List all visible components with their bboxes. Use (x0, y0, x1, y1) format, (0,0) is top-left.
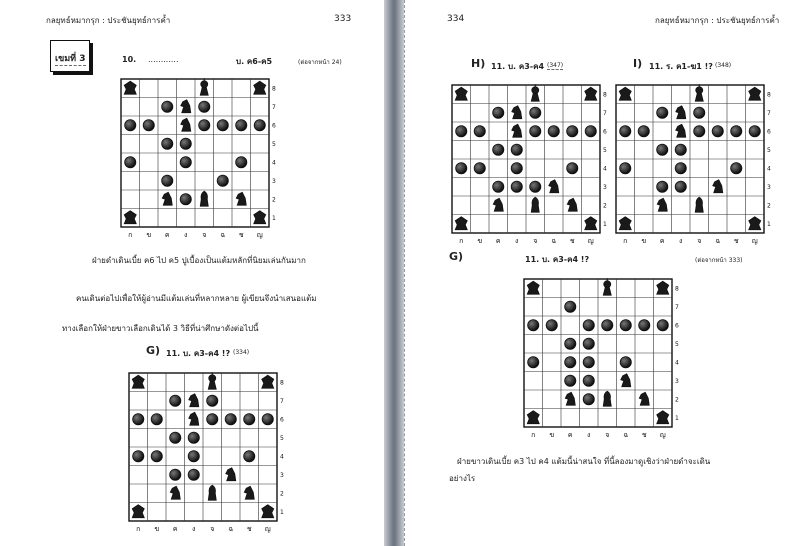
rank-label: 8 (603, 91, 607, 99)
black-pawn (456, 126, 467, 137)
left-page (0, 0, 385, 546)
file-label: ญ (587, 237, 594, 245)
board-right-h (451, 84, 613, 252)
rank-label: 6 (603, 128, 607, 136)
right-caption-line2: อย่างไร (449, 474, 476, 483)
black-pawn (133, 451, 144, 462)
black-pawn (474, 163, 485, 174)
left-caption: ฝ่ายดำเดินเบี้ย ค6 ไป ค5 ปูเบื้องเป็นแต้มหลักที่นิยมเล่นกันมาก (92, 256, 306, 265)
rank-label: 5 (767, 146, 771, 154)
file-label: ข (154, 525, 160, 533)
rank-label: 6 (767, 128, 771, 136)
black-pawn (583, 375, 594, 386)
rank-label: 8 (767, 91, 771, 99)
rank-label: 7 (675, 303, 679, 311)
black-pawn (712, 126, 723, 137)
left-g-move: 11. บ. ค3-ค4 !? (166, 349, 231, 358)
rank-label: 6 (280, 416, 284, 424)
rank-label: 7 (280, 397, 284, 405)
rank-label: 6 (675, 322, 679, 330)
black-pawn (583, 394, 594, 405)
black-pawn (511, 144, 522, 155)
black-pawn (133, 414, 144, 425)
file-label: จ (210, 525, 215, 533)
right-g-label: G) (449, 250, 464, 263)
board-left-g (128, 372, 290, 540)
rank-label: 2 (675, 396, 679, 404)
black-pawn (207, 395, 218, 406)
black-pawn (225, 414, 236, 425)
file-label: ค (495, 237, 501, 245)
lesson-box (50, 40, 90, 72)
file-label: จ (605, 431, 610, 439)
black-pawn (567, 163, 578, 174)
black-pawn (731, 163, 742, 174)
black-pawn (583, 320, 594, 331)
black-pawn (731, 126, 742, 137)
black-pawn (236, 157, 247, 168)
file-label: ฉ (228, 525, 234, 533)
rank-label: 4 (603, 165, 607, 173)
left-header-title: กลยุทธ์หมากรุก : ประชันยุทธ์การค้ำ (46, 16, 171, 25)
file-label: ข (641, 237, 647, 245)
rank-label: 1 (767, 220, 771, 228)
rank-label: 4 (767, 165, 771, 173)
rank-label: 1 (280, 508, 284, 516)
file-label: ช (238, 231, 244, 239)
black-pawn (530, 107, 541, 118)
black-pawn (456, 163, 467, 174)
black-pawn (548, 126, 559, 137)
black-pawn (530, 181, 541, 192)
black-pawn (493, 144, 504, 155)
black-pawn (657, 144, 668, 155)
file-label: ก (459, 237, 464, 245)
file-label: ค (172, 525, 178, 533)
right-page (404, 0, 797, 546)
rank-label: 4 (280, 453, 284, 461)
file-label: ช (641, 431, 647, 439)
black-pawn (125, 157, 136, 168)
black-pawn (207, 414, 218, 425)
file-label: ญ (751, 237, 758, 245)
black-pawn (170, 395, 181, 406)
black-pawn (638, 126, 649, 137)
black-pawn (493, 181, 504, 192)
black-bishop (603, 391, 611, 406)
file-label: ช (246, 525, 252, 533)
chess-board (615, 84, 777, 248)
black-bishop (531, 197, 539, 212)
board-right-g (523, 278, 685, 446)
black-pawn (199, 120, 210, 131)
left-paragraph-line1: คนเดินต่อไปเพื่อให้ผู้อ่านมีแต้มเล่นที่หลากหลาย ผู้เขียนจึงนำเสนอแต้ม (76, 294, 317, 303)
black-pawn (162, 138, 173, 149)
black-pawn (143, 120, 154, 131)
file-label: ข (477, 237, 483, 245)
right-h-label: H) (471, 57, 486, 70)
black-pawn (749, 126, 760, 137)
file-label: ข (549, 431, 555, 439)
rank-label: 7 (603, 109, 607, 117)
black-pawn (694, 126, 705, 137)
black-pawn (511, 163, 522, 174)
left-page-number: 333 (334, 14, 352, 24)
right-i-label: I) (633, 57, 643, 70)
black-pawn (151, 451, 162, 462)
rank-label: 3 (767, 183, 771, 191)
right-page-number: 334 (447, 14, 465, 24)
black-pawn (125, 120, 136, 131)
black-bishop (208, 485, 216, 500)
left-g-label: G) (146, 344, 161, 357)
rank-label: 8 (272, 85, 276, 93)
file-label: ก (623, 237, 628, 245)
black-pawn (236, 120, 247, 131)
rank-label: 8 (280, 379, 284, 387)
black-pawn (675, 181, 686, 192)
black-pawn (188, 469, 199, 480)
black-pawn (530, 126, 541, 137)
black-pawn (583, 357, 594, 368)
file-label: ค (659, 237, 665, 245)
black-pawn (583, 338, 594, 349)
black-pawn (217, 120, 228, 131)
black-pawn (188, 451, 199, 462)
file-label: ช (569, 237, 575, 245)
chess-board (451, 84, 613, 248)
black-pawn (620, 126, 631, 137)
black-pawn (511, 181, 522, 192)
file-label: ค (164, 231, 170, 239)
rank-label: 5 (272, 140, 276, 148)
rank-label: 5 (280, 434, 284, 442)
black-pawn (620, 163, 631, 174)
black-pawn (546, 320, 557, 331)
black-pawn (565, 301, 576, 312)
black-pawn (180, 157, 191, 168)
file-label: ก (531, 431, 536, 439)
black-pawn (170, 469, 181, 480)
rank-label: 3 (280, 471, 284, 479)
black-pawn (528, 320, 539, 331)
file-label: ง (679, 237, 683, 245)
file-label: ง (184, 231, 188, 239)
black-pawn (217, 175, 228, 186)
right-caption-line1: ฝ่ายขาวเดินเบี้ย ค3 ไป ค4 แต้มนี้น่าสนใจ ที่นี้ลองมาดูเชิงว่าฝ่ายดำจะเดิน (457, 457, 711, 466)
black-pawn (675, 144, 686, 155)
board-left-main (120, 78, 282, 246)
rank-label: 1 (272, 214, 276, 222)
file-label: ช (733, 237, 739, 245)
continue-note: (ต่อจากหน้า 24) (298, 59, 342, 66)
black-pawn (620, 320, 631, 331)
black-pawn (565, 357, 576, 368)
move-number: 10. (122, 55, 137, 64)
file-label: ง (192, 525, 196, 533)
black-pawn (565, 338, 576, 349)
file-label: ฉ (220, 231, 226, 239)
board-right-i (615, 84, 777, 252)
rank-label: 2 (280, 490, 284, 498)
black-pawn (493, 107, 504, 118)
black-pawn (474, 126, 485, 137)
rank-label: 1 (675, 414, 679, 422)
file-label: ญ (256, 231, 263, 239)
black-pawn (244, 414, 255, 425)
black-pawn (694, 107, 705, 118)
rank-label: 7 (767, 109, 771, 117)
right-g-note: (ต่อจากหน้า 333) (695, 257, 743, 264)
file-label: ค (567, 431, 573, 439)
black-pawn (620, 357, 631, 368)
black-pawn (657, 107, 668, 118)
page-gutter (384, 0, 404, 546)
chess-board (120, 78, 282, 242)
black-pawn (657, 181, 668, 192)
black-pawn (162, 175, 173, 186)
chess-board (128, 372, 290, 536)
file-label: ญ (264, 525, 271, 533)
black-pawn (657, 320, 668, 331)
black-pawn (199, 101, 210, 112)
move-dots: ............ (148, 55, 179, 64)
black-pawn (254, 120, 265, 131)
left-paragraph-line2: ทางเลือกให้ฝ่ายขาวเลือกเดินได้ 3 วิธีที่น่าศึกษาดังต่อไปนี้ (62, 324, 259, 333)
file-label: ก (128, 231, 133, 239)
rank-label: 2 (272, 196, 276, 204)
rank-label: 7 (272, 103, 276, 111)
rank-label: 3 (272, 177, 276, 185)
black-pawn (528, 357, 539, 368)
file-label: ข (146, 231, 152, 239)
file-label: จ (202, 231, 207, 239)
rank-label: 6 (272, 122, 276, 130)
file-label: จ (533, 237, 538, 245)
lesson-label: เขมที่ 3 (55, 51, 86, 66)
black-pawn (565, 375, 576, 386)
rank-label: 8 (675, 285, 679, 293)
rank-label: 5 (675, 340, 679, 348)
rank-label: 5 (603, 146, 607, 154)
black-pawn (585, 126, 596, 137)
black-bishop (200, 191, 208, 206)
black-pawn (244, 451, 255, 462)
file-label: ญ (659, 431, 666, 439)
rank-label: 4 (272, 159, 276, 167)
file-label: ง (515, 237, 519, 245)
chess-board (523, 278, 685, 442)
black-pawn (639, 320, 650, 331)
rank-label: 4 (675, 359, 679, 367)
black-pawn (151, 414, 162, 425)
black-pawn (162, 101, 173, 112)
file-label: ฉ (715, 237, 721, 245)
rank-label: 3 (603, 183, 607, 191)
right-i-move: 11. ร. ค1-ฆ1 !? (649, 62, 713, 71)
black-pawn (180, 138, 191, 149)
right-header-title: กลยุทธ์หมากรุก : ประชันยุทธ์การค้ำ (655, 16, 780, 25)
black-pawn (180, 194, 191, 205)
black-pawn (170, 432, 181, 443)
black-pawn (675, 163, 686, 174)
rank-label: 2 (603, 202, 607, 210)
right-h-note: (347) (547, 62, 564, 69)
black-pawn (262, 414, 273, 425)
rank-label: 1 (603, 220, 607, 228)
right-i-note: (348) (715, 62, 732, 69)
black-pawn (602, 320, 613, 331)
right-g-move: 11. บ. ค3-ค4 !? (525, 255, 590, 264)
right-h-move: 11. บ. ค3-ค4 (491, 62, 545, 71)
black-pawn (567, 126, 578, 137)
rank-label: 2 (767, 202, 771, 210)
black-bishop (695, 197, 703, 212)
move-code: บ. ค6-ค5 (236, 57, 273, 66)
file-label: ฉ (551, 237, 557, 245)
file-label: ฉ (623, 431, 629, 439)
black-pawn (188, 432, 199, 443)
file-label: ก (136, 525, 141, 533)
left-g-note: (334) (233, 349, 250, 356)
file-label: จ (697, 237, 702, 245)
file-label: ง (587, 431, 591, 439)
rank-label: 3 (675, 377, 679, 385)
